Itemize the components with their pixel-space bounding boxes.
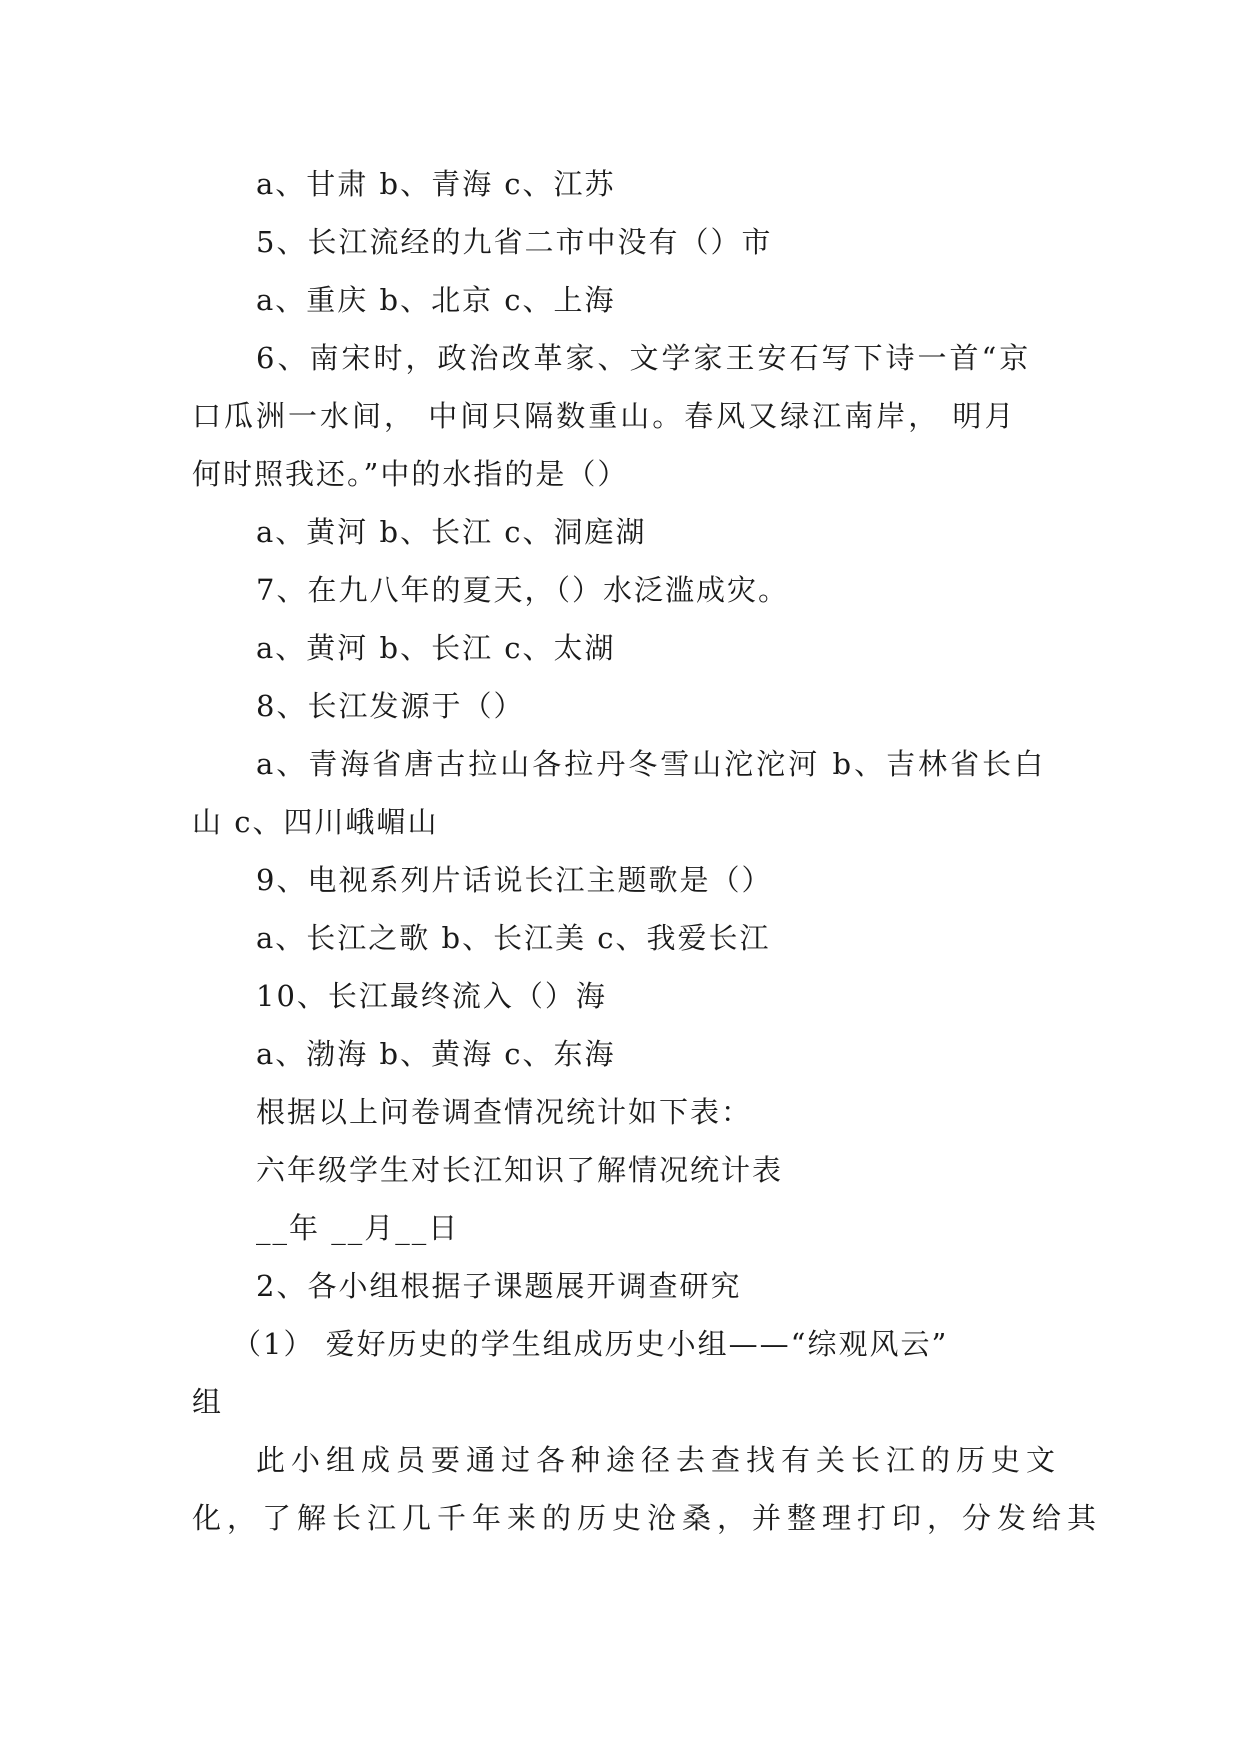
question-5: 5、长江流经的九省二市中没有（）市 (256, 225, 773, 259)
question-10: 10、长江最终流入（）海 (256, 979, 607, 1013)
document-body (192, 155, 1103, 1547)
table-title: 六年级学生对长江知识了解情况统计表 (256, 1153, 784, 1187)
date-line: __年 __月__日 (256, 1211, 460, 1245)
question-6-cont: 口瓜洲一水间， 中间只隔数重山。春风又绿江南岸， 明月 (192, 399, 1017, 433)
section-heading: 2、各小组根据子课题展开调查研究 (256, 1269, 742, 1303)
paragraph-text: 化，了解长江几千年来的历史沧桑，并整理打印，分发给其 (192, 1501, 1103, 1535)
option-line: a、黄河 b、长江 c、太湖 (256, 631, 616, 665)
paragraph-text: 此小组成员要通过各种途径去查找有关长江的历史文 (256, 1443, 1062, 1477)
question-9: 9、电视系列片话说长江主题歌是（） (256, 863, 773, 897)
question-6: 6、南宋时，政治改革家、文学家王安石写下诗一首“京 (256, 341, 1032, 375)
question-6-cont: 何时照我还。”中的水指的是（） (192, 457, 629, 491)
question-7: 7、在九八年的夏天，（）水泛滥成灾。 (256, 573, 789, 607)
paragraph-text: 根据以上问卷调查情况统计如下表： (256, 1095, 753, 1129)
option-line-cont: 山 c、四川峨嵋山 (192, 805, 439, 839)
option-line: a、青海省唐古拉山各拉丹冬雪山沱沱河 b、吉林省长白 (256, 747, 1047, 781)
option-line: a、黄河 b、长江 c、洞庭湖 (256, 515, 647, 549)
question-8: 8、长江发源于（） (256, 689, 525, 723)
option-line: a、甘肃 b、青海 c、江苏 (256, 167, 616, 201)
option-line: a、渤海 b、黄海 c、东海 (256, 1037, 616, 1071)
subsection-heading: （1） 爱好历史的学生组成历史小组——“综观风云” (232, 1327, 949, 1361)
option-line: a、长江之歌 b、长江美 c、我爱长江 (256, 921, 771, 955)
subsection-heading-cont: 组 (192, 1385, 224, 1419)
option-line: a、重庆 b、北京 c、上海 (256, 283, 616, 317)
